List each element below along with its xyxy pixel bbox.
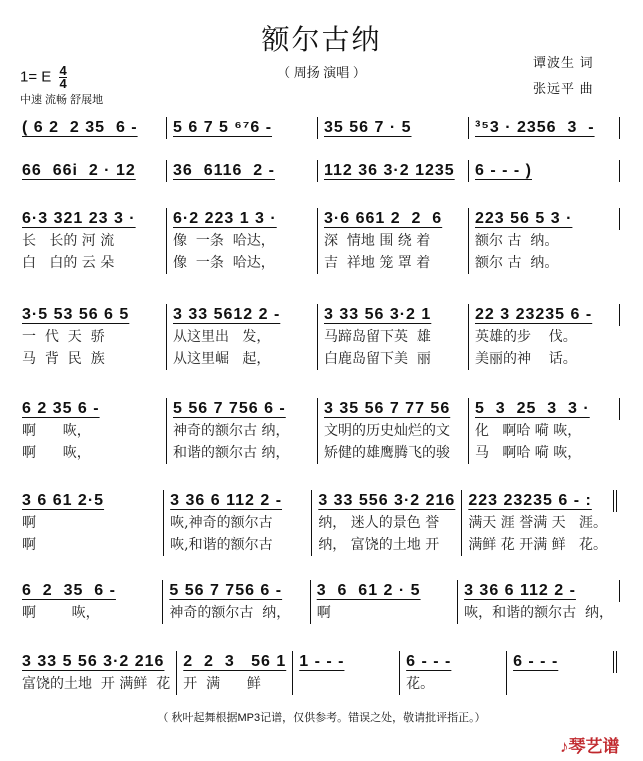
- measure-notes: ³⁵3 · 2356 3 -: [475, 119, 595, 136]
- lyric-verse-1: 化 啊哈 嗬 咴，: [475, 423, 582, 439]
- measure-notes: 6 - - -: [513, 653, 559, 670]
- measure: [310, 580, 457, 624]
- measure: [176, 651, 292, 695]
- staff-row: [20, 208, 620, 274]
- measure-notes: 5 56 7 756 6 -: [169, 582, 283, 599]
- measure-notes: 5 56 7 756 6 -: [173, 400, 286, 417]
- lyric-verse-2: 像 一条 哈达，: [173, 255, 275, 271]
- staff-row: [20, 117, 620, 139]
- lyric-verse-2: 额尔 古 纳。: [475, 255, 559, 271]
- measure: [468, 398, 619, 464]
- measure-notes: 6 - - -: [406, 653, 452, 670]
- lyric-verse-2: 马 啊哈 嗬 咴，: [475, 445, 582, 461]
- measure-notes: 3 33 5612 2 -: [173, 306, 281, 323]
- barline: [619, 304, 620, 326]
- measure: [317, 160, 468, 182]
- staff-row: [20, 651, 620, 695]
- lyric-verse-2: 和谐的额尔古 纳，: [173, 445, 290, 461]
- measure-notes: 66 66i 2 · 12: [22, 162, 136, 179]
- measure-notes: 3 6 61 2·5: [22, 492, 105, 509]
- lyric-verse-2: 白 白的 云 朵: [22, 255, 115, 271]
- repeat-barline: [613, 490, 620, 512]
- barline: [619, 208, 620, 230]
- measure: [317, 304, 468, 370]
- measure-notes: 2 2 3 56 1: [183, 653, 287, 670]
- key-signature: [20, 65, 67, 90]
- lyric-verse-1: 啊: [22, 515, 36, 531]
- lyric-verse-1: 啊: [316, 605, 331, 621]
- measure: [166, 117, 317, 139]
- measure-notes: 6 - - - ): [475, 162, 532, 179]
- lyric-verse-2: 啊: [22, 537, 36, 553]
- measure-notes: 5 3 25 3 3 ·: [475, 400, 590, 417]
- measure-notes: 36 6116 2 -: [173, 162, 275, 179]
- lyric-verse-2: 矫健的雄鹰腾飞的骏: [324, 445, 450, 461]
- measure: [166, 160, 317, 182]
- lyric-verse-1: 深 情地 围 绕 着: [324, 233, 431, 249]
- key-label: 1= E: [20, 68, 52, 86]
- lyric-verse-2: 美丽的神 话。: [475, 351, 577, 367]
- lyric-verse-1: [299, 673, 393, 695]
- lyric-verse-1: 开 满 鲜: [183, 676, 261, 692]
- measure-notes: 3 35 56 7 77 56: [324, 400, 451, 417]
- lyric-verse-1: 神奇的额尔古 纳，: [169, 605, 291, 621]
- measure: [468, 208, 619, 274]
- measure: [20, 580, 162, 624]
- lyric-verse-2: 啊 咴，: [22, 445, 91, 461]
- measure: [468, 117, 619, 139]
- measure: [166, 208, 317, 274]
- barline: [619, 117, 620, 139]
- lyric-verse-1: 额尔 古 纳。: [475, 233, 559, 249]
- measure: [317, 117, 468, 139]
- measure: [20, 304, 166, 370]
- measure-notes: 6 2 35 6 -: [22, 582, 116, 599]
- measure-notes: 5 6 7 5 ⁶⁷6 -: [173, 119, 273, 136]
- barline: [619, 398, 620, 420]
- staff-row: [20, 580, 620, 624]
- lyric-verse-1: 英雄的步 伐。: [475, 329, 577, 345]
- lyric-verse-1: 纳， 迷人的景色 誉: [318, 515, 440, 531]
- measure: [468, 160, 619, 182]
- measure: [20, 160, 166, 182]
- measure-notes: 22 3 23235 6 -: [475, 306, 593, 323]
- lyric-verse-1: 花。: [406, 676, 435, 692]
- singer-credit: （ 周扬 演唱 ）: [277, 65, 366, 80]
- staff-row: [20, 398, 620, 464]
- composer-credit: 张远平 曲: [533, 81, 594, 96]
- measure: [292, 651, 399, 695]
- staff-row: [20, 304, 620, 370]
- logo-text: 琴艺谱: [568, 737, 620, 756]
- barline: [619, 580, 620, 602]
- lyric-verse-2: 吉 祥地 笼 罩 着: [324, 255, 431, 271]
- measure-notes: 3·5 53 56 6 5: [22, 306, 130, 323]
- measure: [166, 398, 317, 464]
- lyric-verse-1: 啊 咴，: [22, 423, 91, 439]
- lyric-verse-1: 文明的历史灿烂的文: [324, 423, 450, 439]
- measure-notes: 112 36 3·2 1235: [324, 162, 455, 179]
- lyric-verse-2: 满鲜 花 开满 鲜 花。: [468, 537, 608, 553]
- measure-notes: 6·2 223 1 3 ·: [173, 210, 277, 227]
- measure: [317, 398, 468, 464]
- measure: [20, 490, 163, 556]
- lyric-verse-1: 长 长的 河 流: [22, 233, 115, 249]
- measure-notes: 3 36 6 112 2 -: [464, 582, 576, 599]
- measure: [20, 398, 166, 464]
- measure: [506, 651, 613, 695]
- measure-notes: 3 33 556 3·2 216: [318, 492, 456, 509]
- measure: [461, 490, 613, 556]
- time-signature: [59, 65, 66, 90]
- lyric-verse-1: 神奇的额尔古 纳，: [173, 423, 290, 439]
- measure: [20, 208, 166, 274]
- staff-row: [20, 160, 620, 182]
- lyric-verse-1: 像 一条 哈达，: [173, 233, 275, 249]
- time-bottom: 4: [59, 76, 67, 91]
- barline: [619, 160, 620, 182]
- measure: [163, 490, 311, 556]
- lyric-verse-2: 白鹿岛留下美 丽: [324, 351, 431, 367]
- lyricist-credit: 谭波生 词: [533, 55, 594, 70]
- tempo-marking: 中速 流畅 舒展地: [20, 94, 104, 106]
- measure: [162, 580, 309, 624]
- footnote: （ 秋叶起舞根据MP3记谱，仅供参考。错误之处，敬请批评指正。）: [157, 712, 486, 724]
- site-logo: ♪琴艺谱: [560, 737, 620, 756]
- measure-notes: 6 2 35 6 -: [22, 400, 100, 417]
- lyric-verse-1: 富饶的土地 开 满鲜 花: [22, 676, 171, 692]
- lyric-verse-2: 马 背 民 族: [22, 351, 105, 367]
- measure: [20, 651, 176, 695]
- measure-notes: 223 56 5 3 ·: [475, 210, 573, 227]
- final-barline: [613, 651, 620, 673]
- measure: [468, 304, 619, 370]
- staff-row: [20, 490, 620, 556]
- lyric-verse-2: 咴,和谐的额尔古: [170, 537, 273, 553]
- song-title: 额尔古纳: [261, 24, 382, 55]
- measure-notes: ( 6 2 2 35 6 -: [22, 119, 138, 136]
- lyric-verse-1: 咴，和谐的额尔古 纳，: [464, 605, 613, 621]
- measure: [20, 117, 166, 139]
- lyric-verse-1: 一 代 天 骄: [22, 329, 105, 345]
- measure: [399, 651, 506, 695]
- measure: [317, 208, 468, 274]
- measure-notes: 223 23235 6 - :: [468, 492, 592, 509]
- measure: [166, 304, 317, 370]
- time-top: 4: [59, 63, 67, 78]
- lyric-verse-1: 咴,神奇的额尔古: [170, 515, 273, 531]
- lyric-verse-1: 马蹄岛留下英 雄: [324, 329, 431, 345]
- measure-notes: 6·3 321 23 3 ·: [22, 210, 136, 227]
- lyric-verse-1: [513, 673, 607, 695]
- lyric-verse-2: 纳， 富饶的土地 开: [318, 537, 440, 553]
- measure: [311, 490, 461, 556]
- measure-notes: 35 56 7 · 5: [324, 119, 412, 136]
- lyric-verse-1: 满天 涯 誉满 天 涯。: [468, 515, 608, 531]
- measure-notes: 3 6 61 2 · 5: [316, 582, 421, 599]
- measure-notes: 1 - - -: [299, 653, 345, 670]
- measure-notes: 3 36 6 112 2 -: [170, 492, 283, 509]
- measure: [457, 580, 619, 624]
- measure-notes: 3 33 5 56 3·2 216: [22, 653, 165, 670]
- measure-notes: 3 33 56 3·2 1: [324, 306, 432, 323]
- lyric-verse-1: 啊 咴，: [22, 605, 100, 621]
- measure-notes: 3·6 661 2 2 6: [324, 210, 443, 227]
- lyric-verse-2: 从这里崛 起，: [173, 351, 271, 367]
- lyric-verse-1: 从这里出 发，: [173, 329, 271, 345]
